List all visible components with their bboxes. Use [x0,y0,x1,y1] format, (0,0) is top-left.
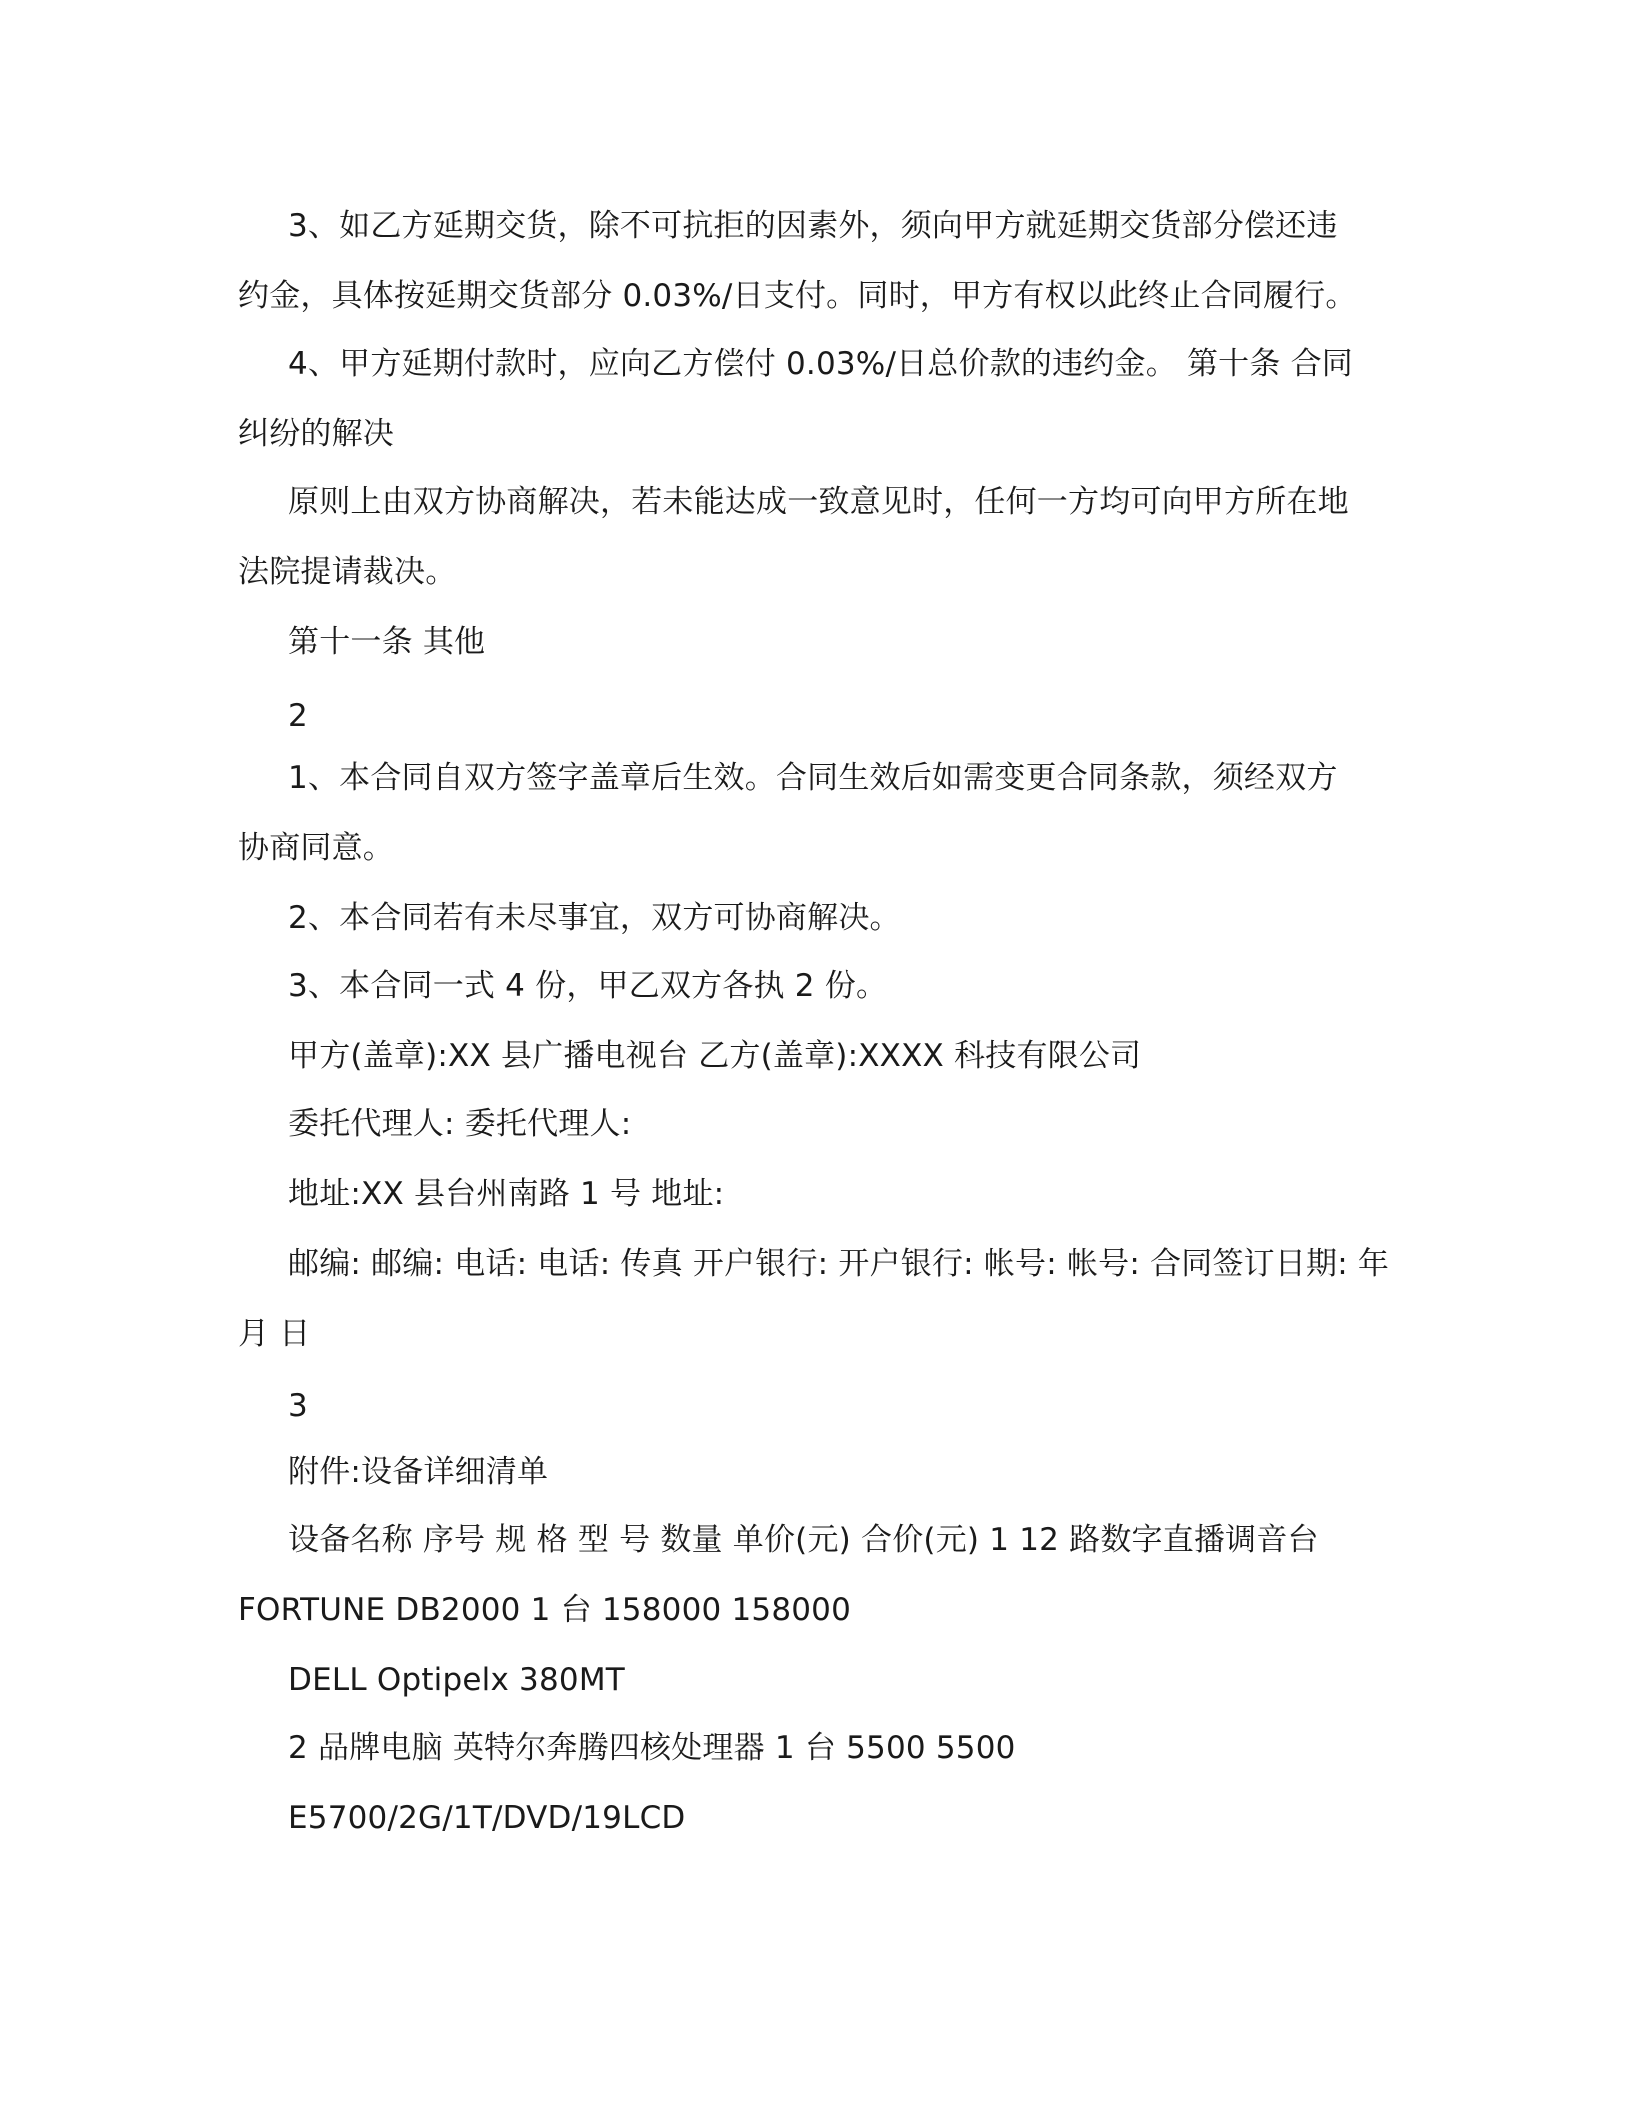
clause-4-line-1: 4、甲方延期付款时，应向乙方偿付 0.03%/日总价款的违约金。 第十条 合同 [288,346,1354,382]
equipment-item-1: FORTUNE DB2000 1 台 158000 158000 [238,1592,852,1628]
other-clause-2: 2、本合同若有未尽事宜，双方可协商解决。 [288,900,901,936]
party-seals: 甲方(盖章):XX 县广播电视台 乙方(盖章):XXXX 科技有限公司 [288,1038,1142,1074]
clause-3-line-2: 约金，具体按延期交货部分 0.03%/日支付。同时，甲方有权以此终止合同履行。 [238,278,1357,314]
article-11-heading: 第十一条 其他 [288,624,486,660]
equipment-item-2: 2 品牌电脑 英特尔奔腾四核处理器 1 台 5500 5500 [288,1730,1016,1766]
page-number-3: 3 [288,1388,308,1424]
other-clause-1-line-1: 1、本合同自双方签字盖章后生效。合同生效后如需变更合同条款，须经双方 [288,760,1338,796]
addresses: 地址:XX 县台州南路 1 号 地址: [288,1176,725,1212]
dispute-line-1: 原则上由双方协商解决，若未能达成一致意见时，任何一方均可向甲方所在地 [288,484,1349,520]
attachment-heading: 附件:设备详细清单 [288,1454,549,1490]
equipment-item-2-model: DELL Optipelx 380MT [288,1662,625,1698]
equipment-header-line: 设备名称 序号 规 格 型 号 数量 单价(元) 合价(元) 1 12 路数字直播调音台 [288,1522,1319,1558]
page-number-2: 2 [288,698,308,734]
clause-4-line-2: 纠纷的解决 [238,416,394,452]
other-clause-1-line-2: 协商同意。 [238,830,394,866]
clause-3-line-1: 3、如乙方延期交货，除不可抗拒的因素外，须向甲方就延期交货部分偿还违 [288,208,1338,244]
contact-details-line-1: 邮编: 邮编: 电话: 电话: 传真 开户银行: 开户银行: 帐号: 帐号: 合同签订日期: 年 [288,1246,1390,1282]
agents: 委托代理人: 委托代理人: [288,1106,632,1142]
contact-details-line-2: 月 日 [238,1316,311,1352]
dispute-line-2: 法院提请裁决。 [238,554,457,590]
equipment-item-2-spec: E5700/2G/1T/DVD/19LCD [288,1800,686,1836]
other-clause-3: 3、本合同一式 4 份，甲乙双方各执 2 份。 [288,968,888,1004]
